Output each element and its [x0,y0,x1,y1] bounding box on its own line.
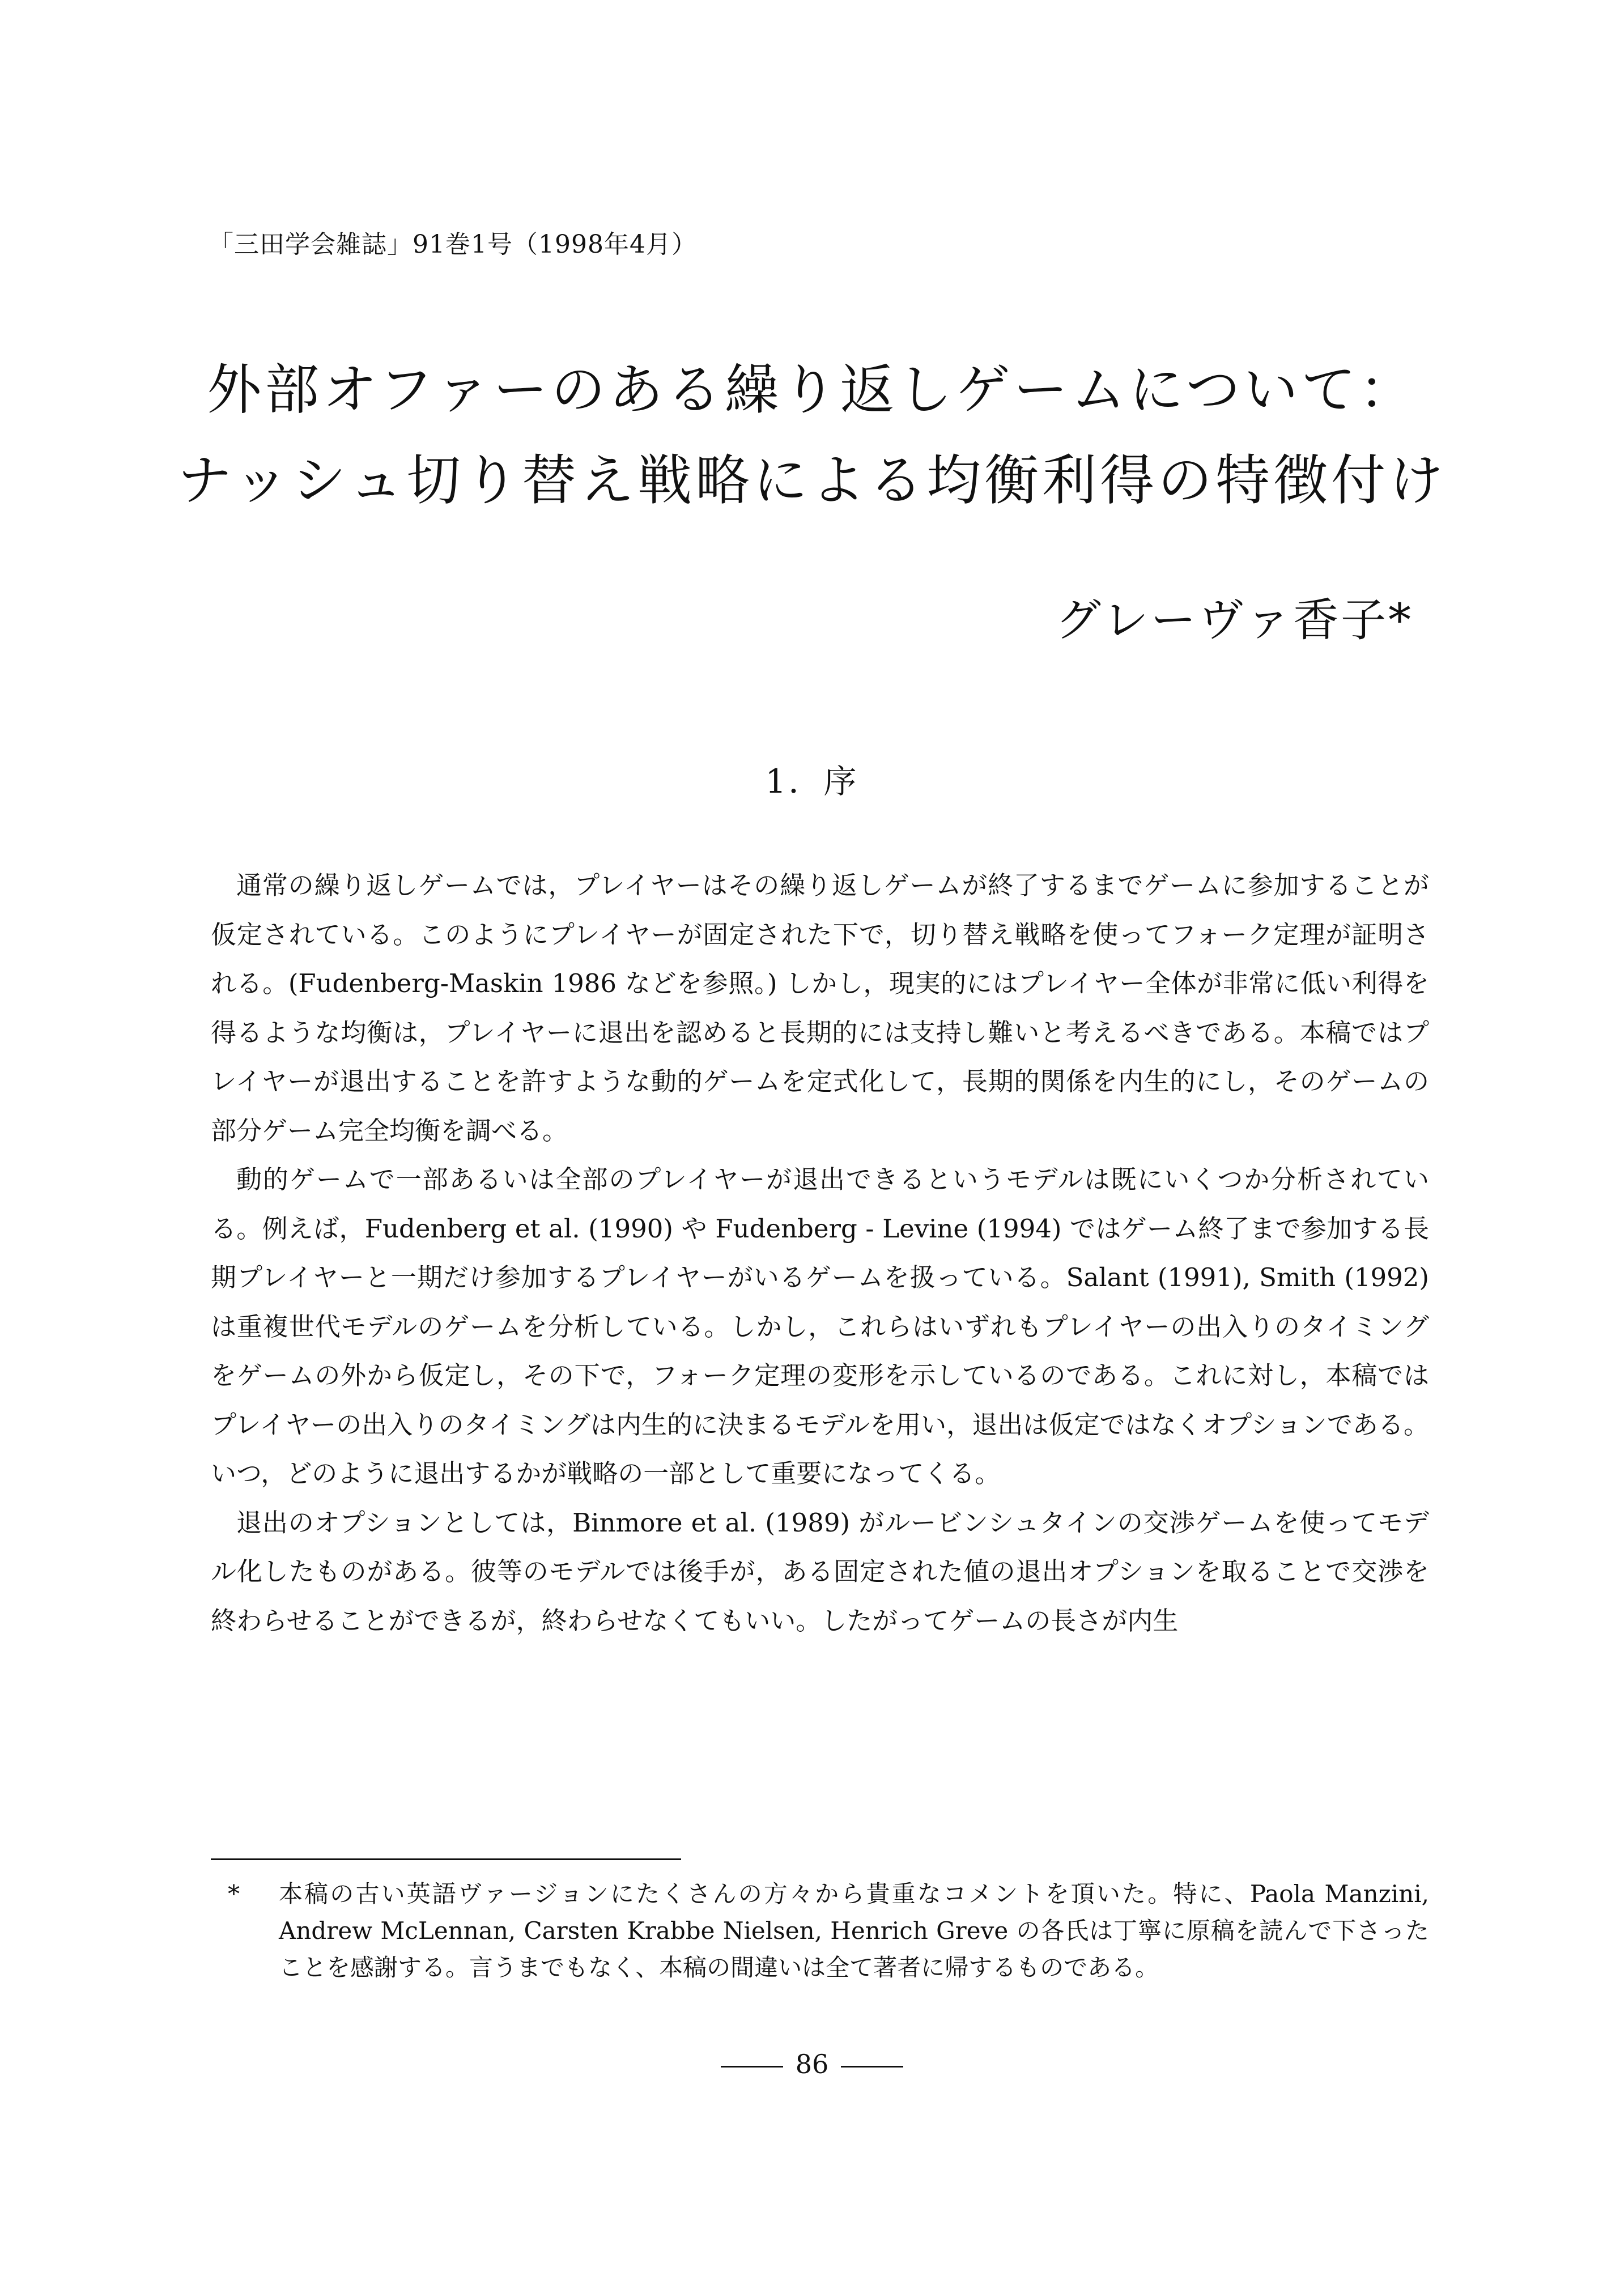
paragraph-1: 通常の繰り返しゲームでは，プレイヤーはその繰り返しゲームが終了するまでゲームに参加することが仮定されている。このようにプレイヤーが固定された下で，切り替え戦略を使ってフォーク定理が証明される。(Fudenberg-Maskin 1986 などを参照。) しかし，現実的にはプレイヤー全体が非常に低い利得を得るような均衡は，プレイヤーに退出を認めると長期的には支持し難いと考えるべきである。本稿ではプレイヤーが退出することを許すような動的ゲームを定式化して，長期的関係を内生的にし，そのゲームの部分ゲーム完全均衡を調べる。 [211,870,1429,1146]
paragraph-2: 動的ゲームで一部あるいは全部のプレイヤーが退出できるというモデルは既にいくつか分析されている。例えば，Fudenberg et al. (1990) や Fudenberg - Levine (1994) ではゲーム終了まで参加する長期プレイヤーと一期だけ参加するプレイヤーがいるゲームを扱っている。Salant (1991), Smith (1992) は重複世代モデルのゲームを分析している。しかし，これらはいずれもプレイヤーの出入りのタイミングをゲームの外から仮定し，その下で，フォーク定理の変形を示しているのである。これに対し，本稿ではプレイヤーの出入りのタイミングは内生的に決まるモデルを用い，退出は仮定ではなくオプションである。いつ，どのように退出するかが戦略の一部として重要になってくる。 [211,1164,1429,1488]
page-number-dash-right [841,2066,903,2067]
footnote-divider [211,1858,681,1860]
footnote-mark: * [228,1880,240,1908]
author-name: グレーヴァ香子* [1055,594,1413,646]
page-number-dash-left [721,2066,783,2067]
title-line-1: 外部オファーのある繰り返しゲームについて： [207,358,1417,422]
section-heading: 1．序 [765,762,859,801]
page-number [0,2051,1624,2077]
footnote-text: 本稿の古い英語ヴァージョンにたくさんの方々から貴重なコメントを頂いた。特に、Paola Manzini, Andrew McLennan, Carsten Krabbe Nielsen, Henrich Greve の各氏は丁寧に原稿を読んで下さったことを感謝する。言うまでもなく、本稿の間違いは全て著者に帰するものである。 [279,1880,1429,1981]
page-number-value: 86 [795,2049,829,2079]
title-line-2: ナッシュ切り替え戦略による均衡利得の特徴付け [177,449,1447,512]
paragraph-3: 退出のオプションとしては，Binmore et al. (1989) がルービンシュタインの交渉ゲームを使ってモデル化したものがある。彼等のモデルでは後手が，ある固定された値の退出オプションを取ることで交渉を終わらせることができるが，終わらせなくてもいい。したがってゲームの長さが内生 [211,1507,1429,1636]
footnote [211,1875,1429,1986]
body-text [211,861,1429,1645]
journal-header: 「三田学会雑誌」91巻1号（1998年4月） [209,230,697,259]
